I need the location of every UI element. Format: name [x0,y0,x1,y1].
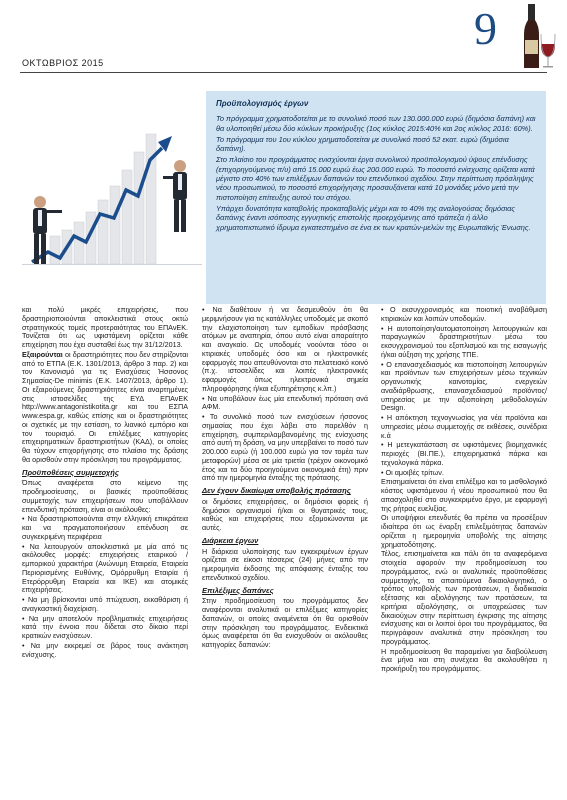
paragraph: Όπως αναφέρεται στο κείμενο της προδημοσίευσης, οι βασικές προϋποθέσεις συμμετοχής των επιχειρήσεων που υποβάλλουν επενδυτική πρόταση, είναι οι ακόλουθες: [22,478,188,514]
bullet-item: • Οι αμοιβές τρίτων. [381,467,444,477]
article-column-2 [202,306,368,651]
paragraph: Η διάρκεια υλοποίησης των εγκεκριμένων έργων ορίζεται σε είκοσι τέσσερις (24) μήνες από την ημερομηνία έκδοσης της απόφασης ένταξης του επενδυτικού σχεδίου. [202,546,368,582]
bullet-item: • Ο επανασχεδιασμός και πιστοποίηση λειτουργιών και προϊόντων των επιχειρήσεων μέσω τεχνικών οργανωτικής καινοτομίας, ενεργειών αναδιάρθρωσης, επανασχεδιασμού προϊόντος/υπηρεσίας με την αξιοποίηση μεθοδολογιών Design. [381,359,547,413]
bullet-item: • Η αυτοποίηση/αυτοματοποίηση λειτουργικών και παραγωγικών δραστηριοτήτων μέσω του εκσυγχρονισμού του εξοπλισμού και της εισαγωγής ή/και αύξηση της χρήσης ΤΠΕ. [381,323,547,359]
section-heading: Δεν έχουν δικαίωμα υποβολής πρότασης [202,486,351,495]
bullet-item: • Η απόκτηση τεχνογνωσίας για νέα προϊόντα και υπηρεσίες μέσω συμμετοχής σε εκθέσεις, συνέδρια κ.ά [381,413,547,440]
section-heading: Προϋποθέσεις συμμετοχής [22,467,119,477]
bullet-item: • Ο εκσυγχρονισμός και ποιοτική αναβάθμιση κτιριακών και λοιπών υποδομών. [381,305,547,323]
bullet-item: • Το συνολικό ποσό των ενισχύσεων ήσσονος σημασίας που έχει λάβει στο παρελθόν η επιχείρηση, συμπεριλαμβανομένης της ενίσχυσης από αυτή τη δράση, να μην υπερβαίνει το ποσό των 200.000 ευρώ (ή 100.000 ευρώ για τον τομέα των μεταφορών) μέσα σε μία τριετία (τρέχον οικονομικό έτος και τα δύο προηγούμενα οικονομικά έτη) πριν από την ημερομηνία ένταξης της πρότασης. [202,412,368,483]
bullet-item: • Να διαθέτουν ή να δεσμευθούν ότι θα μεριμνήσουν για τις κατάλληλες υποδομές με σκοπό την ελαχιστοποίηση των εμποδίων πρόσβασης ατόμων με αναπηρία, όπου αυτό είναι απαραίτητο και αναγκαίο. Ως υποδομές νοούνται τόσο οι κτιριακές υποδομές όσο και οι ηλεκτρονικές εφαρμογές που απευθύνονται στο πελατειακό κοινό (π.χ. ιστοσελίδες και λοιπές ηλεκτρονικές εφαρμογές όπως ηλεκτρονικά σημεία πληροφόρησης ή/και εξυπηρέτησης κ.λπ.) [202,305,368,393]
paragraph: Επισημαίνεται ότι είναι επιλέξιμο και το μισθολογικό κόστος υφιστάμενου ή νέου προσωπικού που θα απασχοληθεί στο συγκεκριμένο έργο, με εφαρμογή της ρήτρας ευελιξίας. [381,477,547,513]
bullet-item: • Να υποβάλουν έως μία επενδυτική πρόταση ανά ΑΦΜ. [202,393,368,412]
page-number: 9 [474,3,497,54]
info-box-paragraph: Το πρόγραμμα του 1ου κύκλου χρηματοδοτείται με συνολικό ποσό 52 εκατ. ευρώ (δημόσια δαπάνη). [216,134,509,154]
issue-date: ΟΚΤΩΒΡΙΟΣ 2015 [22,58,104,68]
business-growth-photo [22,86,202,296]
header-rule [20,72,547,73]
info-box-paragraph: Υπάρχει δυνατότητα καταβολής προκαταβολής μέχρι και το 40% της αναλογούσας δημόσιας δαπάνης έναντι ισόποσης εγγυητικής επιστολής προερχόμενης από τράπεζα ή άλλο χρηματοπιστωτικό ίδρυμα εγκατεστημένο σε ένα εκ των κρατών-μελών της Ευρωπαϊκής Ένωσης. [216,203,531,232]
article-column-3 [381,306,547,675]
article-column-1 [22,306,188,660]
page-header [0,0,567,80]
info-box-title: Προϋπολογισμός έργων [216,99,309,108]
section-heading: Διάρκεια έργων [202,535,259,545]
paragraph [22,351,188,465]
paragraph: και πολύ μικρές επιχειρήσεις, που δραστηριοποιούνται αποκλειστικά στους οκτώ στρατηγικούς τομείς προτεραιότητας του ΕΠΑνΕΚ. Τονίζεται ότι ως υφιστάμενη ορίζεται κάθε επιχείρηση που έχει συσταθεί έως την 31/12/2013. [22,305,188,349]
bullet-item: • Να δραστηριοποιούνται στην ελληνική επικράτεια και να πραγματοποιήσουν επένδυση σε συγκεκριμένη περιφέρεια [22,514,188,541]
paragraph-text: οι δραστηριότητες που δεν στηρίζονται από το ΕΤΠΑ (Ε.Κ. 1301/2013, άρθρο 3 παρ. 2) και τον Κανονισμό για τις Ενισχύσεις Ήσσονος Σημασίας-De minimis (Ε.Κ. 1407/2013, άρθρο 1). Οι εξαιρούμενες δραστηριότητες είναι αναρτημένες στις ιστοσελίδες της ΕΥΔ ΕΠΑνΕΚ http://www.antagonistikotita.gr και του ΕΣΠΑ www.espa.gr, καθώς επίσης και οι δραστηριότητες οι σχετικές με την εστίαση, το λιανικό εμπόριο και τον τουρισμό. Οι επιλέξιμες κατηγορίες επιχειρηματικών δραστηριοτήτων (ΚΑΔ), οι οποίες θα τύχουν επιχορήγησης στο πλαίσιο της δράσης θα ορισθούν στην πρόσκληση του προγράμματος. [22,349,188,464]
paragraph: Οι υποψήφιοι επενδυτές θα πρέπει να προσέξουν ιδιαίτερα ότι ως έναρξη επιλεξιμότητας δαπανών ορίζεται η ημερομηνία υποβολής της αίτησης χρηματοδότησης. [381,513,547,549]
bullet-item: • Να μην αποτελούν προβληματικές επιχειρήσεις κατά την έννοια που δίδεται στο δίκαιο περί κρατικών ενισχύσεων. [22,613,188,640]
bullet-item: • Η μετεγκατάσταση σε υφιστάμενες βιομηχανικές περιοχές (ΒΙ.ΠΕ.), επιχειρηματικά πάρκα και τεχνολογικά πάρκα. [381,440,547,467]
info-box-paragraph: Το πρόγραμμα χρηματοδοτείται με το συνολικό ποσό των 130.000.000 ευρώ (δημόσια δαπάνη) και θα υλοποιηθεί μέσω δύο κύκλων προκήρυξης (1ος κύκλος 2015:40% και 2ος κύκλος 2016: 60%). [216,114,536,133]
paragraph: οι δημόσιες επιχειρήσεις, οι δημόσιοι φορείς ή δημόσιοι οργανισμοί ή/και οι θυγατρικές τους, καθώς και επιχειρήσεις που εξομοιώνονται με αυτές. [202,496,368,532]
wine-bottle-glass-icon [524,4,556,70]
lead-word: Εξαιρούνται [22,349,63,359]
info-box-paragraph: Στο πλαίσιο του προγράμματος ενισχύονται έργα συνολικού προϋπολογισμού ύψους επένδυσης (επιχορηγούμενος π/υ) από 15.000 ευρώ έως 200.000 ευρώ. Το ποσοστό ενίσχυσης ορίζεται κατά μέγιστο στο 40% των επιλέξιμων δαπανών του επενδυτικού σχεδίου. Στην περίπτωση πρόσληψης νέου προσωπικού, το ποσοστό επιχορήγησης προσαυξάνεται κατά 10 μονάδες μόνο μετά την πιστοποίηση επίτευξης αυτού του στόχου. [216,155,535,202]
bullet-item: • Να λειτουργούν αποκλειστικά με μία από τις ακόλουθες μορφές: επιχειρήσεις εταιρικού / εμπορικού χαρακτήρα (Ανώνυμη Εταιρεία, Εταιρεία Περιορισμένης Ευθύνης, Ομόρρυθμη Εταιρία ή Ετερόρρυθμη Εταιρεία και ΙΚΕ) και ατομικές επιχειρήσεις. [22,541,188,595]
paragraph: Τέλος, επισημαίνεται και πάλι ότι τα αναφερόμενα στοιχεία αφορούν την προδημοσίευση του προγράμματος, ενώ οι αναλυτικές προϋποθέσεις συμμετοχής, τα απαιτούμενα δικαιολογητικά, ο τρόπος υποβολής των προτάσεων, η διαδικασία εξέτασης και αξιολόγησης των προτάσεων, τα κριτήρια αξιολόγησης, οι υποχρεώσεις των δικαιούχων στην περίπτωση έγκρισης της αίτησης ενίσχυσης και οι λοιποί όροι του προγράμματος, θα περιγράφουν αναλυτικά στην πρόσκληση του προγράμματος. [381,549,547,646]
section-heading: Επιλέξιμες δαπάνες [202,585,274,595]
bullet-item: • Να μη βρίσκονται υπό πτώχευση, εκκαθάριση ή αναγκαστική διαχείριση. [22,595,188,613]
paragraph: Στην προδημοσίευση του προγράμματος δεν αναφέρονται αναλυτικά οι επιλέξιμες κατηγορίες δαπανών, οι οποίες αναμένεται ότι θα ορισθούν στην πρόσκληση του προγράμματος. Ενδεικτικά όμως αναφέρεται ότι θα ενισχυθούν οι ακόλουθες κατηγορίες δαπανών: [202,596,368,649]
bullet-item: • Να μην εκκρεμεί σε βάρος τους ανάκτηση ενίσχυσης. [22,640,188,659]
paragraph: Η προδημοσίευση θα παραμείνει για διαβούλευση ένα μήνα και στη συνέχεια θα ακολουθήσει η προκήρυξη του προγράμματος. [381,646,547,673]
budget-info-box [206,91,546,304]
